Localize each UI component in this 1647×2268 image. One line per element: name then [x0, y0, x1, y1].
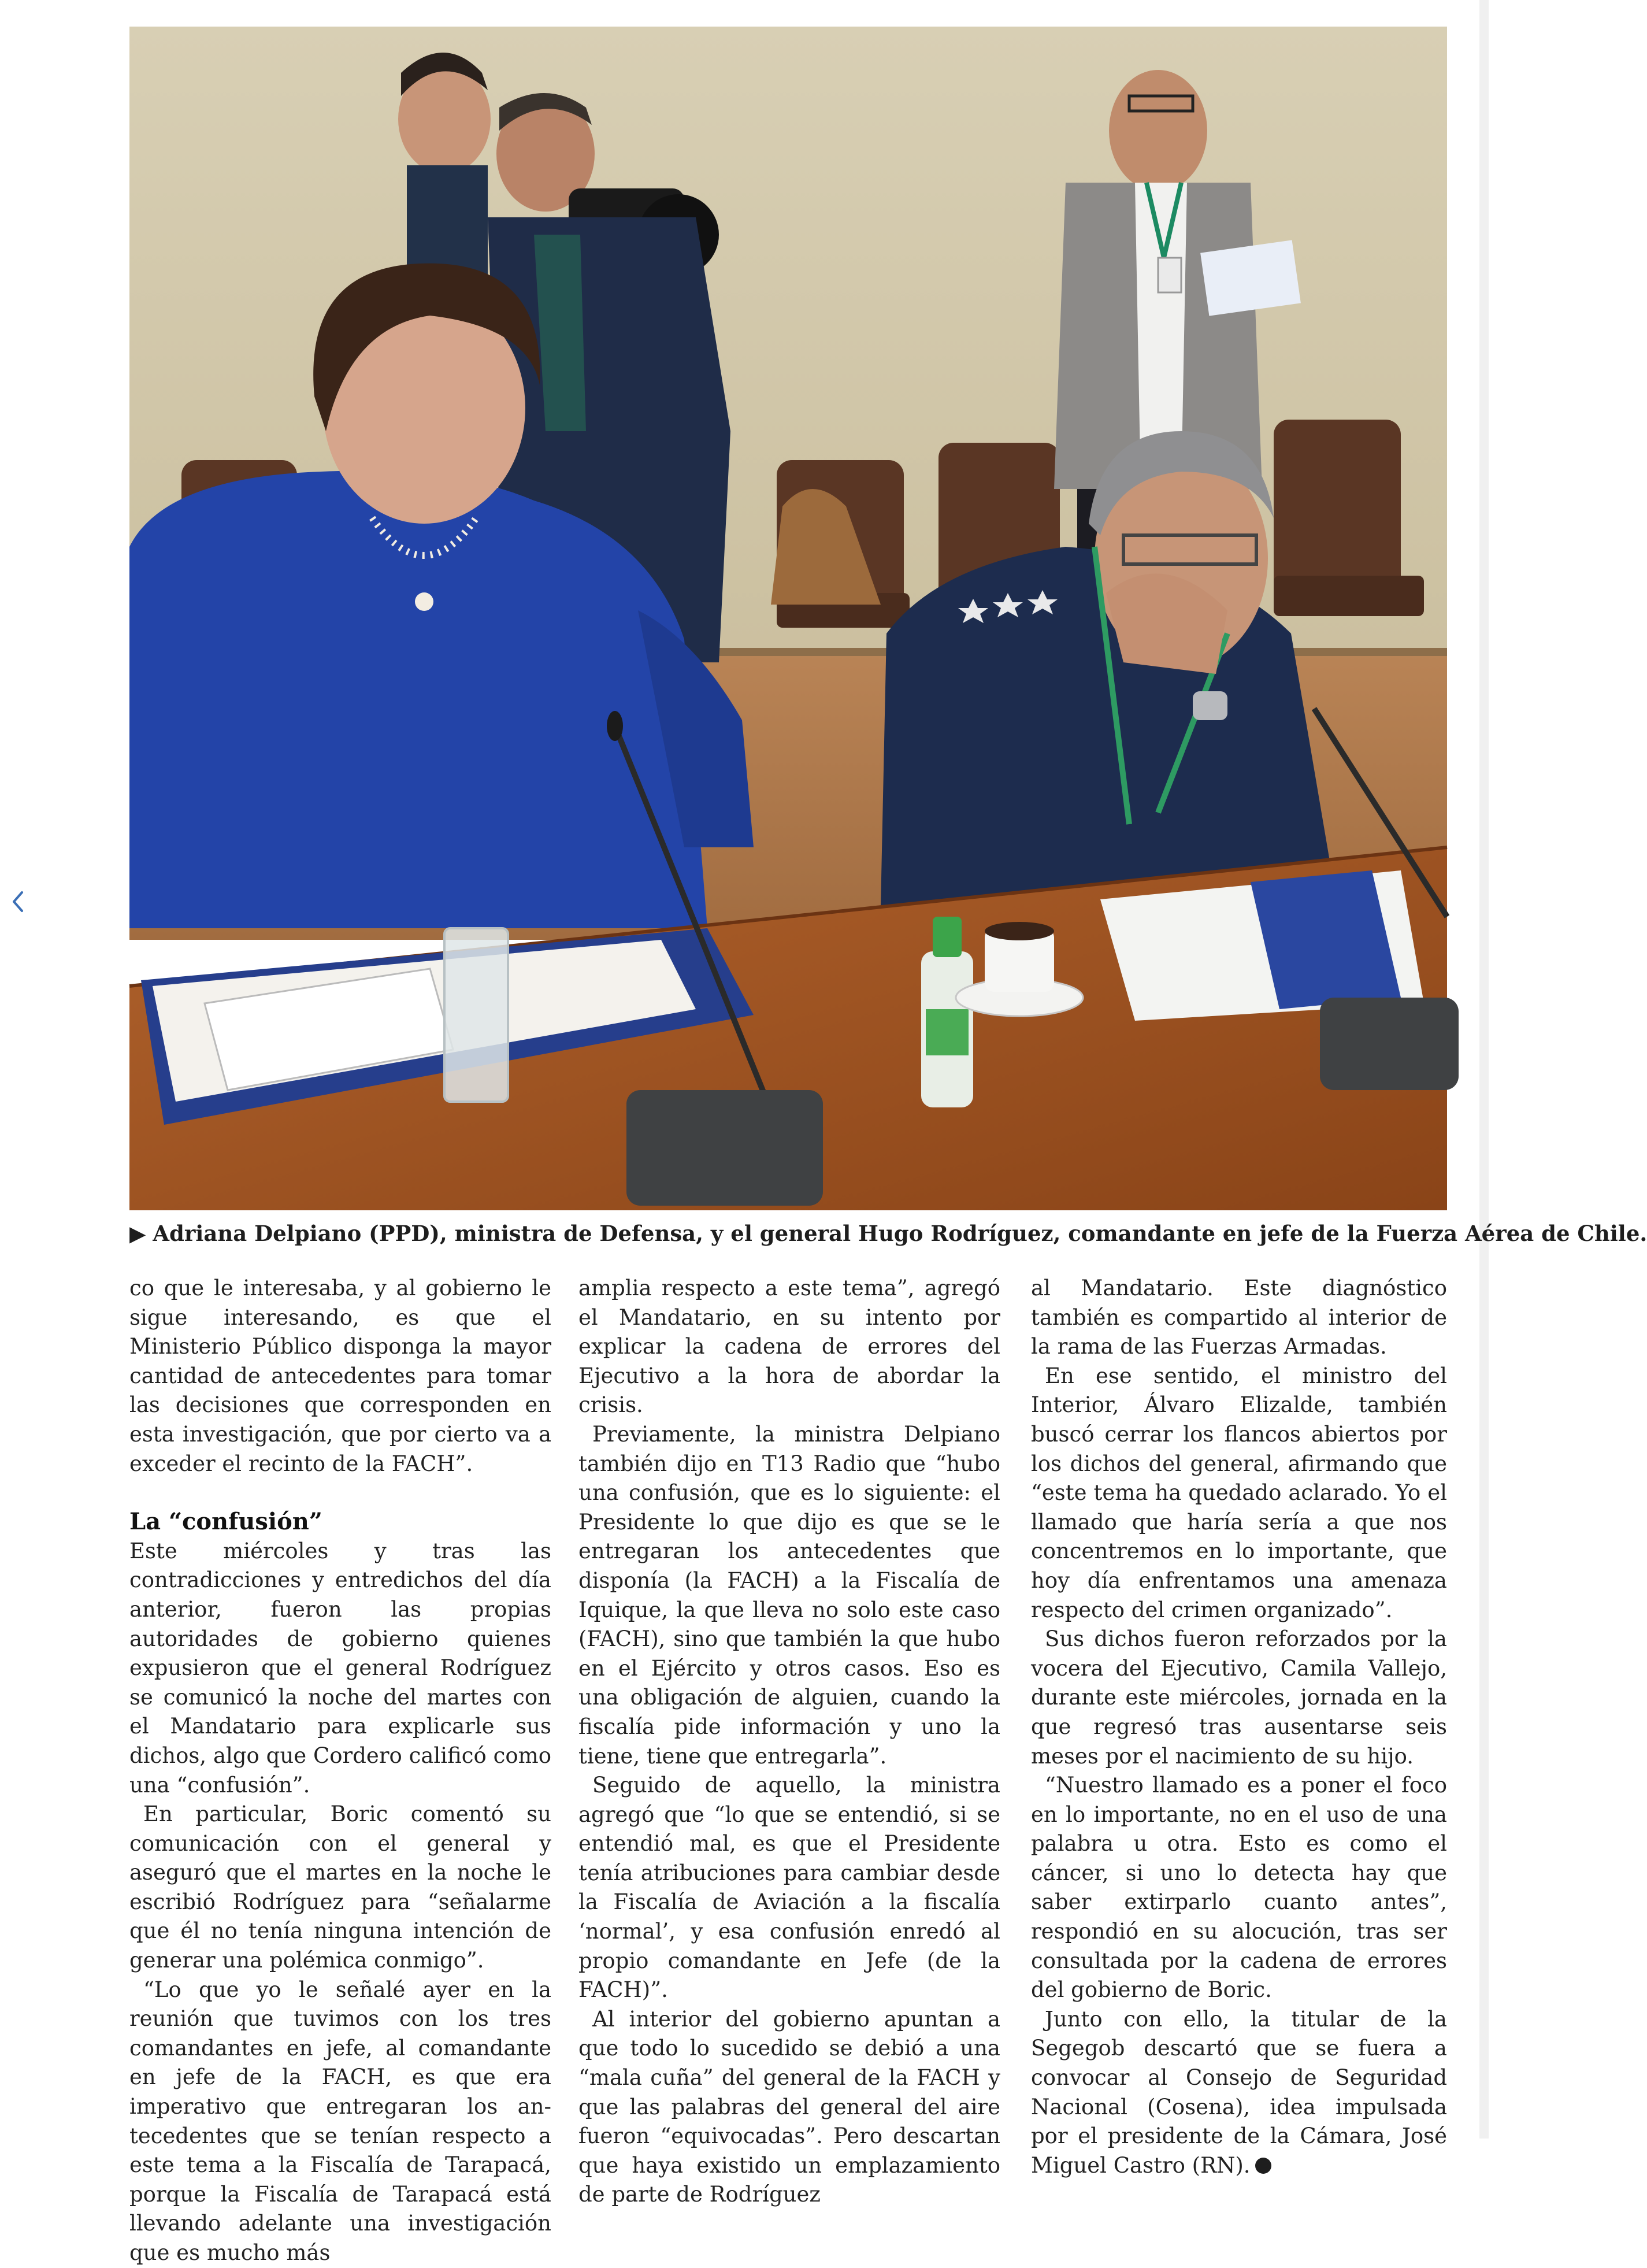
- article-column-1: [129, 1274, 551, 2265]
- paragraph: Este miércoles y tras las contradicciones y entredichos del día anterior, fueron las propias autoridades de gobierno quienes expusieron que el general Rodríguez se comunicó la noche del martes con el Mandatario para explicarle sus dichos, algo que Cordero calificó como una “confusión”.: [129, 1538, 551, 1798]
- paragraph: Previamente, la ministra Delpiano también dijo en T13 Radio que “hubo una confusión, que es lo siguiente: el Presidente lo que dijo es que se le entregaran los antecedentes que disponía (la FACH) a la Fiscalía de Iquique, la que lleva no solo este caso (FACH), sino que también la que hubo en el Ejército y otros casos. Eso es una obligación de alguien, cuando la fiscalía pide información y uno la tiene, tiene que entregarla”.: [578, 1421, 1000, 1769]
- paragraph: Al interior del gobierno apuntan a que todo lo sucedido se debió a una “mala cuña” del general de la FACH y que las palabras del general del aire fueron “equivocadas”. Pero descartan que haya existido un emplazamiento de parte de Rodríguez: [578, 2006, 1000, 2207]
- chevron-left-icon: [8, 884, 28, 919]
- end-of-article-mark: [1255, 2158, 1271, 2174]
- photo-caption: [129, 1220, 1647, 1247]
- paragraph: En particular, Boric comentó su comunicación con el general y aseguró que el martes en la noche le escribió Rodríguez para “señalarme que él no tenía ninguna intención de generar una polémica conmigo”.: [129, 1802, 551, 1973]
- article-column-3: [1031, 1274, 1447, 2178]
- paragraph: al Mandatario. Este diagnóstico también es compartido al interior de la rama de las Fuerzas Armadas.: [1031, 1276, 1447, 1359]
- paragraph: amplia respecto a este tema”, agregó el Mandatario, en su intento por explicar la cadena de errores del Ejecutivo a la hora de abordar la crisis.: [578, 1276, 1000, 1418]
- caption-text: Adriana Delpiano (PPD), ministra de Defensa, y el general Hugo Rodríguez, comandante en jefe de la Fuerza Aérea de Chile.: [153, 1221, 1647, 1246]
- caption-marker: ▶: [129, 1221, 146, 1246]
- section-subheading: La “confusión”: [129, 1508, 322, 1536]
- paragraph-final: [1031, 2005, 1447, 2181]
- paragraph: co que le interesaba, y al gobierno le sigue interesando, es que el Ministerio Público disponga la mayor cantidad de antecedentes para tomar las decisiones que corresponden en esta investigación, que por cierto va a exceder el recinto de la FACH”.: [129, 1276, 551, 1476]
- paragraph: “Nuestro llamado es a poner el foco en lo importante, no en el uso de una palabra u otra. Esto es como el cáncer, si uno lo detecta hay que saber extirparlo cuanto antes”, respondió en su alocución, tras ser consultada por la cadena de errores del gobierno de Boric.: [1031, 1773, 1447, 2003]
- article-column-2: [578, 1274, 1000, 2207]
- paragraph: “Lo que yo le señalé ayer en la reunión que tuvimos con los tres comandantes en jefe, al comandante en jefe de la FACH, es que era imperativo que entregaran los antecedentes que se tenían respecto a este tema a la Fiscalía de Tarapacá, porque la Fiscalía de Tarapacá está llevando adelante una investigación que es mucho más: [129, 1977, 551, 2265]
- paragraph: Sus dichos fueron reforzados por la vocera del Ejecutivo, Camila Vallejo, durante este miércoles, jornada en la que regresó tras ausentarse seis meses por el nacimiento de su hijo.: [1031, 1626, 1447, 1769]
- article-photo: [129, 27, 1447, 1210]
- paragraph-text: Junto con ello, la titular de la Segegob descartó que se fuera a convocar al Consejo de Seguridad Nacional (Cosena), idea impulsada por el presidente de la Cámara, José Miguel Castro (RN).: [1031, 2006, 1447, 2178]
- previous-page-button[interactable]: [8, 884, 28, 919]
- paragraph: Seguido de aquello, la ministra agregó que “lo que se entendió, si se entendió mal, es que el Presidente tenía atribuciones para cambiar desde la Fiscalía de Aviación a la fiscalía ‘normal’, y esa confusión enredó al propio comandante en Jefe (de la FACH)”.: [578, 1773, 1000, 2003]
- viewer-scrollbar[interactable]: [1479, 0, 1489, 2139]
- paragraph: En ese sentido, el ministro del Interior, Álvaro Elizalde, también buscó cerrar los flancos abiertos por los dichos del general, afirmando que “este tema ha quedado aclarado. Yo el llamado que haría sería a que nos concentremos en lo importante, que hoy día enfrentamos una amenaza respecto del crimen organizado”.: [1031, 1363, 1447, 1622]
